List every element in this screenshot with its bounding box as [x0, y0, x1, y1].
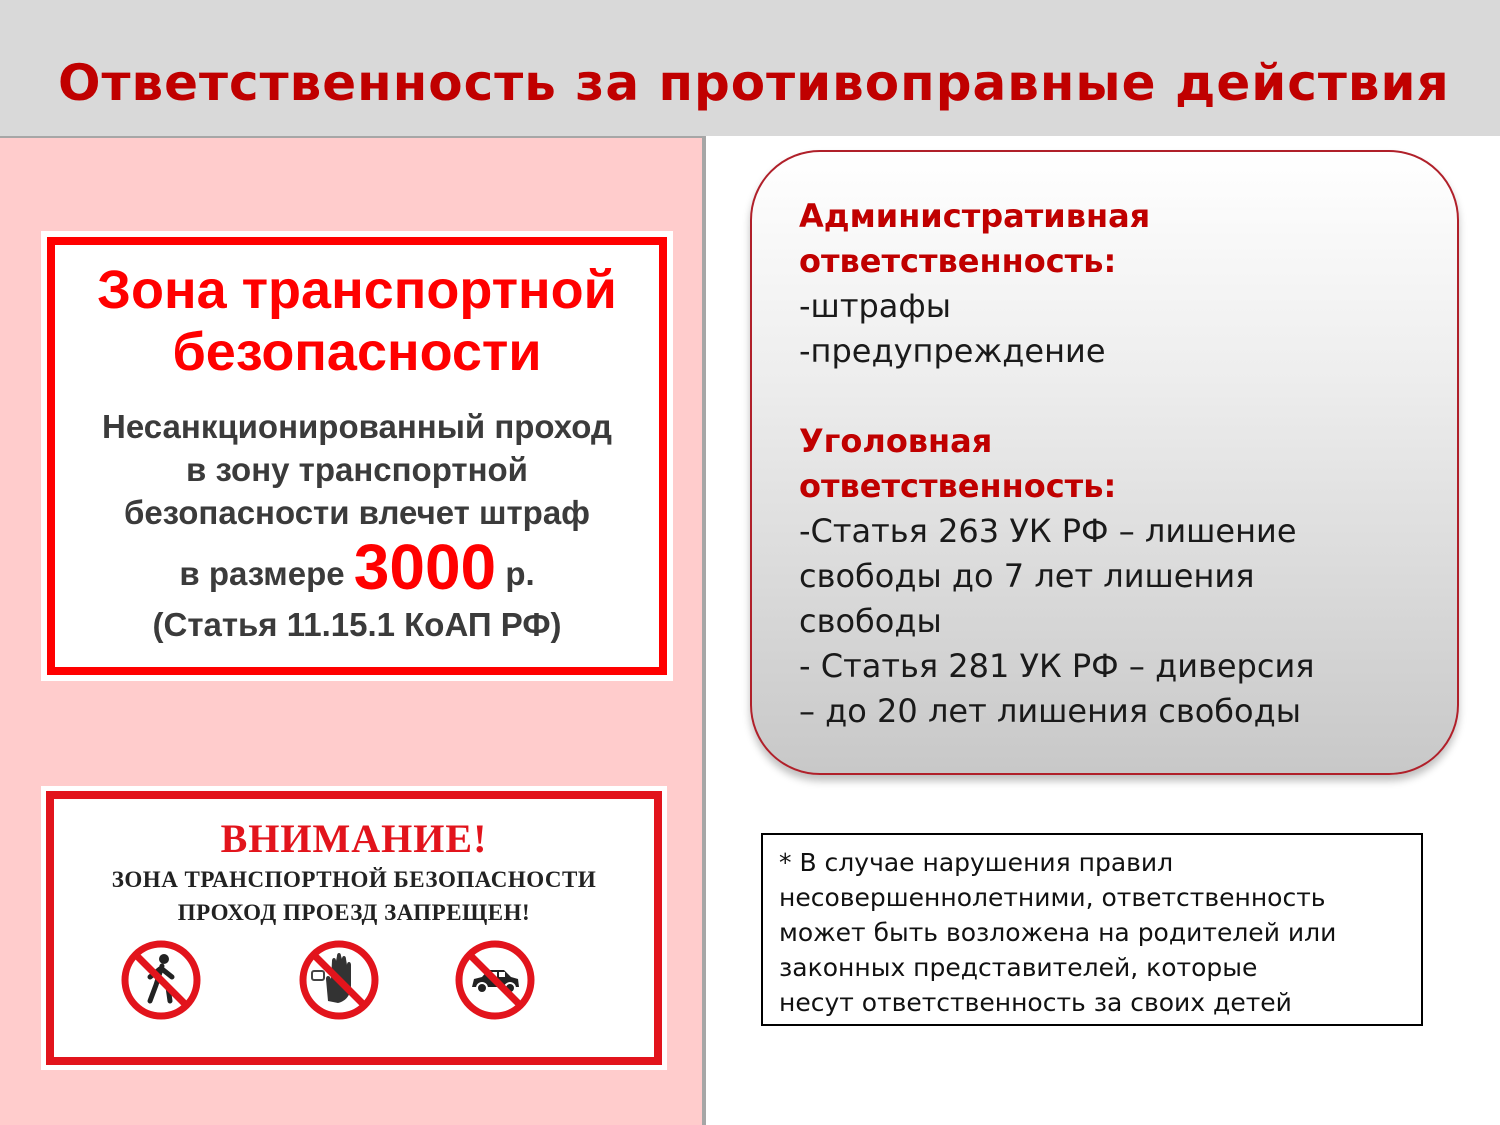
attention-title: ВНИМАНИЕ! — [220, 816, 488, 861]
attention-subtitle — [54, 863, 654, 929]
attention-sign — [41, 786, 667, 1070]
no-pedestrian-icon — [120, 939, 202, 1021]
admin-liability-heading: ответственность: — [799, 242, 1117, 280]
note-line: законных представителей, которые — [779, 953, 1258, 982]
sign-red-frame — [47, 237, 667, 675]
no-car-icon — [454, 939, 536, 1021]
criminal-liability-heading: ответственность: — [799, 467, 1117, 505]
admin-liability-item: -штрафы — [799, 287, 952, 325]
header-bar — [0, 0, 1500, 136]
fine-amount: 3000 — [353, 531, 497, 603]
criminal-liability-line: -Статья 263 УК РФ – лишение — [799, 512, 1297, 550]
no-entry-hand-icon — [298, 939, 380, 1021]
minors-note-box — [761, 833, 1423, 1026]
fine-prefix: в размере — [179, 555, 345, 592]
sign-title-line: Зона транспортной — [97, 260, 617, 320]
fine-suffix: р. — [505, 555, 535, 592]
note-line: может быть возложена на родителей или — [779, 918, 1337, 947]
attention-subtitle-line: ЗОНА ТРАНСПОРТНОЙ БЕЗОПАСНОСТИ — [111, 867, 597, 892]
law-article: (Статья 11.15.1 КоАП РФ) — [152, 606, 562, 643]
note-line: несовершеннолетними, ответственность — [779, 883, 1326, 912]
minors-note-text — [779, 845, 1336, 1020]
sign-title — [55, 259, 659, 383]
admin-liability-heading: Административная — [799, 197, 1151, 235]
criminal-liability-heading: Уголовная — [799, 422, 993, 460]
criminal-liability-line: свободы — [799, 602, 942, 640]
page-title: Ответственность за противоправные действия — [58, 54, 1450, 112]
transport-security-zone-sign — [41, 231, 673, 681]
sign-body-line: безопасности влечет штраф — [123, 494, 591, 531]
criminal-liability-line: – до 20 лет лишения свободы — [799, 692, 1301, 730]
note-line: * В случае нарушения правил — [779, 848, 1174, 877]
attention-subtitle-line: ПРОХОД ПРОЕЗД ЗАПРЕЩЕН! — [177, 900, 531, 925]
sign-red-frame — [46, 791, 662, 1065]
criminal-liability-line: свободы до 7 лет лишения — [799, 557, 1255, 595]
sign-body — [55, 405, 659, 645]
sign-body-line: Несанкционированный проход — [102, 408, 612, 445]
criminal-liability-line: - Статья 281 УК РФ – диверсия — [799, 647, 1315, 685]
sign-title-line: безопасности — [172, 322, 542, 382]
admin-liability-item: -предупреждение — [799, 332, 1106, 370]
liability-callout — [750, 150, 1459, 775]
spacer — [799, 374, 1439, 419]
note-line: несут ответственность за своих детей — [779, 988, 1292, 1017]
sign-body-line: в зону транспортной — [186, 451, 528, 488]
fine-amount-line — [55, 531, 659, 605]
liability-text — [799, 194, 1439, 734]
